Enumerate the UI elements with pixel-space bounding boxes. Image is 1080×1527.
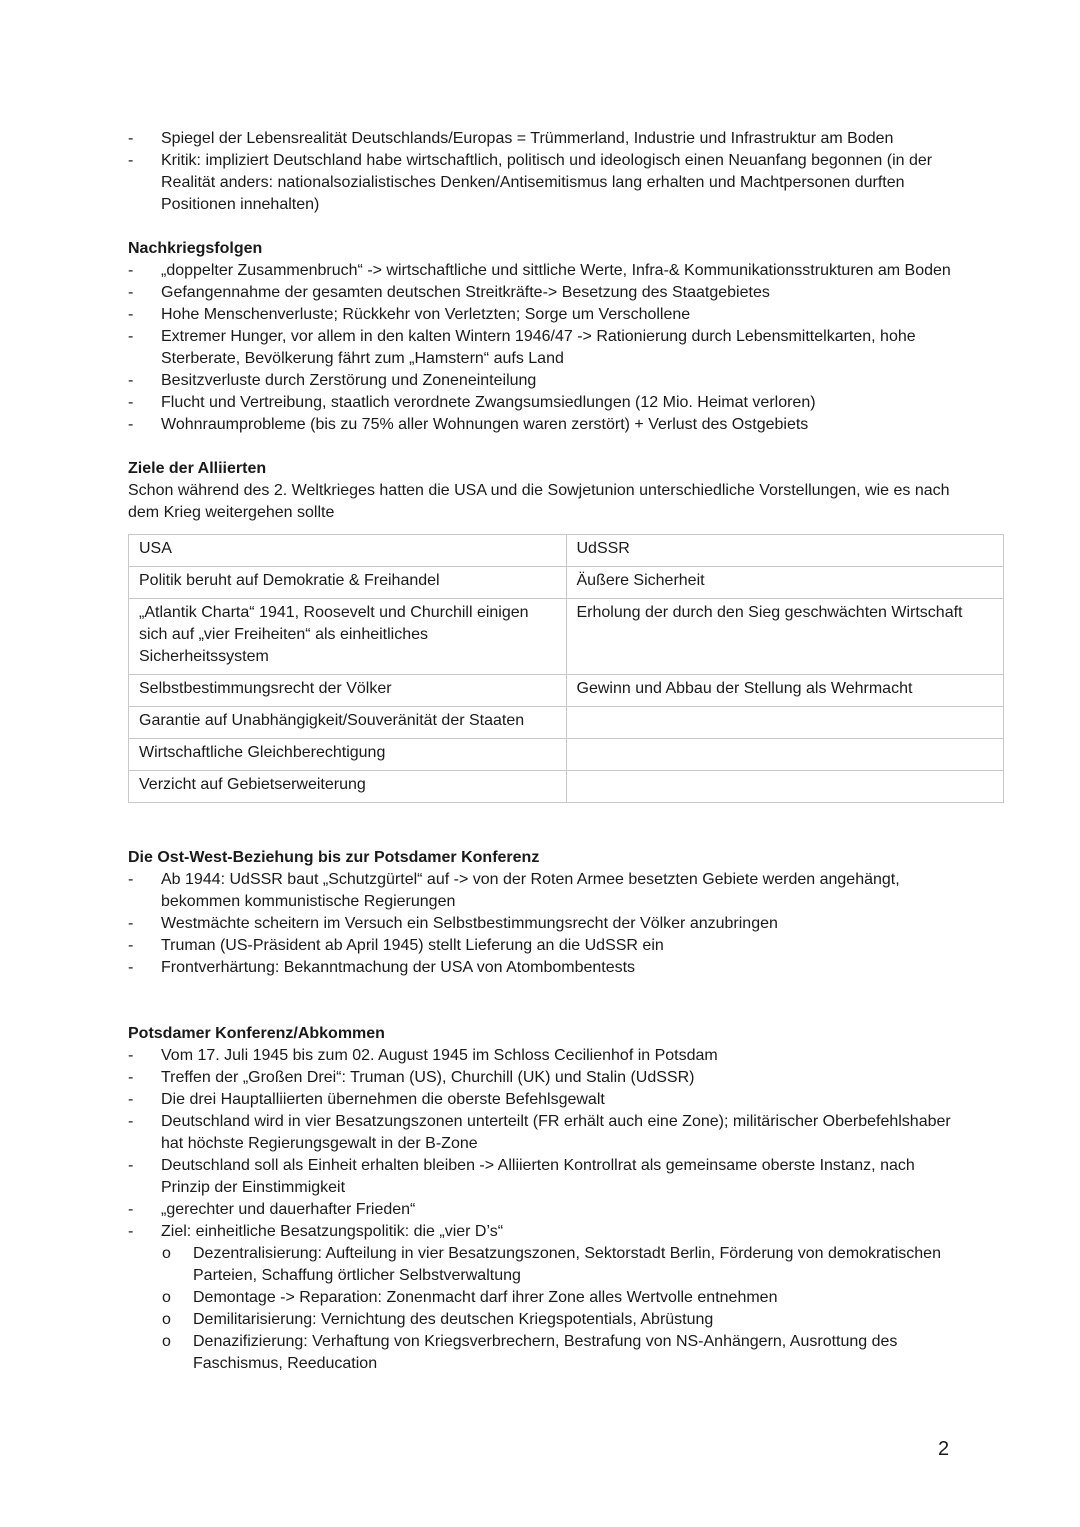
list-item: - „doppelter Zusammenbruch“ -> wirtschaftliche und sittliche Werte, Infra-& Kommunikationsstrukturen am Boden xyxy=(128,260,958,282)
table-header-cell: USA xyxy=(129,535,567,567)
list-item: - Frontverhärtung: Bekanntmachung der USA von Atombombentests xyxy=(128,957,958,979)
table-row xyxy=(129,567,1004,599)
list-item: - Westmächte scheitern im Versuch ein Selbstbestimmungsrecht der Völker anzubringen xyxy=(128,913,958,935)
table-header-row xyxy=(129,535,1004,567)
table-row xyxy=(129,771,1004,803)
table-cell: Erholung der durch den Sieg geschwächten Wirtschaft xyxy=(566,599,1004,675)
sub-list-item: o Dezentralisierung: Aufteilung in vier Besatzungszonen, Sektorstadt Berlin, Förderung von demokratischen Parteien, Schaffung örtlicher Selbstverwaltung xyxy=(128,1243,958,1287)
list-item: - Truman (US-Präsident ab April 1945) stellt Lieferung an die UdSSR ein xyxy=(128,935,958,957)
section-nachkriegsfolgen xyxy=(128,238,958,436)
list-item: - Die drei Hauptalliierten übernehmen die oberste Befehlsgewalt xyxy=(128,1089,958,1111)
table-cell: Garantie auf Unabhängigkeit/Souveränität der Staaten xyxy=(129,707,567,739)
table-header-cell: UdSSR xyxy=(566,535,1004,567)
table-cell xyxy=(566,771,1004,803)
list-item: - Ziel: einheitliche Besatzungspolitik: die „vier D’s“ xyxy=(128,1221,958,1243)
table-cell: „Atlantik Charta“ 1941, Roosevelt und Churchill einigen sich auf „vier Freiheiten“ als einheitliches Sicherheitssystem xyxy=(129,599,567,675)
list-item: - Extremer Hunger, vor allem in den kalten Wintern 1946/47 -> Rationierung durch Lebensmittelkarten, hohe Sterberate, Bevölkerung fährt zum „Hamstern“ aufs Land xyxy=(128,326,958,370)
list-item: - Flucht und Vertreibung, staatlich verordnete Zwangsumsiedlungen (12 Mio. Heimat verloren) xyxy=(128,392,958,414)
list-item: - Vom 17. Juli 1945 bis zum 02. August 1945 im Schloss Cecilienhof in Potsdam xyxy=(128,1045,958,1067)
table-row xyxy=(129,707,1004,739)
section-paragraph: Schon während des 2. Weltkrieges hatten die USA und die Sowjetunion unterschiedliche Vorstellungen, wie es nach dem Krieg weitergehen sollte xyxy=(128,482,950,521)
list-item: - Treffen der „Großen Drei“: Truman (US), Churchill (UK) und Stalin (UdSSR) xyxy=(128,1067,958,1089)
list-item: - Hohe Menschenverluste; Rückkehr von Verletzten; Sorge um Verschollene xyxy=(128,304,958,326)
table-cell: Gewinn und Abbau der Stellung als Wehrmacht xyxy=(566,675,1004,707)
comparison-table xyxy=(128,534,1004,803)
list-item: - Wohnraumprobleme (bis zu 75% aller Wohnungen waren zerstört) + Verlust des Ostgebiets xyxy=(128,414,958,436)
table-cell xyxy=(566,707,1004,739)
list-item: - Gefangennahme der gesamten deutschen Streitkräfte-> Besetzung des Staatgebietes xyxy=(128,282,958,304)
section-ost-west-beziehung xyxy=(128,847,958,979)
list-item: - „gerechter und dauerhafter Frieden“ xyxy=(128,1199,958,1221)
table-cell: Äußere Sicherheit xyxy=(566,567,1004,599)
list-item: - Kritik: impliziert Deutschland habe wirtschaftlich, politisch und ideologisch einen Neuanfang begonnen (in der Realität anders: nationalsozialistisches Denken/Antisemitismus lang erhalten und Machtpersonen durften Positionen innehalten) xyxy=(128,150,958,216)
section-heading: Potsdamer Konferenz/Abkommen xyxy=(128,1025,385,1042)
list-item: - Ab 1944: UdSSR baut „Schutzgürtel“ auf -> von der Roten Armee besetzten Gebiete werden angehängt, bekommen kommunistische Regierungen xyxy=(128,869,958,913)
list-item: - Deutschland soll als Einheit erhalten bleiben -> Alliierten Kontrollrat als gemeinsame oberste Instanz, nach Prinzip der Einstimmigkeit xyxy=(128,1155,958,1199)
section-ziele-der-alliierten xyxy=(128,458,963,803)
table-cell: Verzicht auf Gebietserweiterung xyxy=(129,771,567,803)
list-item: - Deutschland wird in vier Besatzungszonen unterteilt (FR erhält auch eine Zone); militärischer Oberbefehlshaber hat höchste Regierungsgewalt in der B-Zone xyxy=(128,1111,958,1155)
ostwest-list xyxy=(128,869,958,979)
document-page xyxy=(128,128,963,1375)
potsdam-list xyxy=(128,1045,958,1243)
section-potsdamer-konferenz xyxy=(128,1023,958,1375)
page-number: 2 xyxy=(938,1438,950,1460)
section-heading: Ziele der Alliierten xyxy=(128,460,267,477)
table-cell: Wirtschaftliche Gleichberechtigung xyxy=(129,739,567,771)
sub-list-item: o Demilitarisierung: Vernichtung des deutschen Kriegspotentials, Abrüstung xyxy=(128,1309,958,1331)
intro-list xyxy=(128,128,958,216)
table-cell xyxy=(566,739,1004,771)
nachkriegsfolgen-list xyxy=(128,260,958,436)
section-heading: Die Ost-West-Beziehung bis zur Potsdamer Konferenz xyxy=(128,849,540,866)
sub-list-item: o Demontage -> Reparation: Zonenmacht darf ihrer Zone alles Wertvolle entnehmen xyxy=(128,1287,958,1309)
table-row xyxy=(129,675,1004,707)
table-cell: Selbstbestimmungsrecht der Völker xyxy=(129,675,567,707)
table-row xyxy=(129,599,1004,675)
table-row xyxy=(129,739,1004,771)
vier-ds-list xyxy=(128,1243,958,1375)
list-item: - Besitzverluste durch Zerstörung und Zoneneinteilung xyxy=(128,370,958,392)
table-cell: Politik beruht auf Demokratie & Freihandel xyxy=(129,567,567,599)
section-heading: Nachkriegsfolgen xyxy=(128,240,263,257)
list-item: - Spiegel der Lebensrealität Deutschlands/Europas = Trümmerland, Industrie und Infrastruktur am Boden xyxy=(128,128,958,150)
sub-list-item: o Denazifizierung: Verhaftung von Kriegsverbrechern, Bestrafung von NS-Anhängern, Ausrottung des Faschismus, Reeducation xyxy=(128,1331,958,1375)
